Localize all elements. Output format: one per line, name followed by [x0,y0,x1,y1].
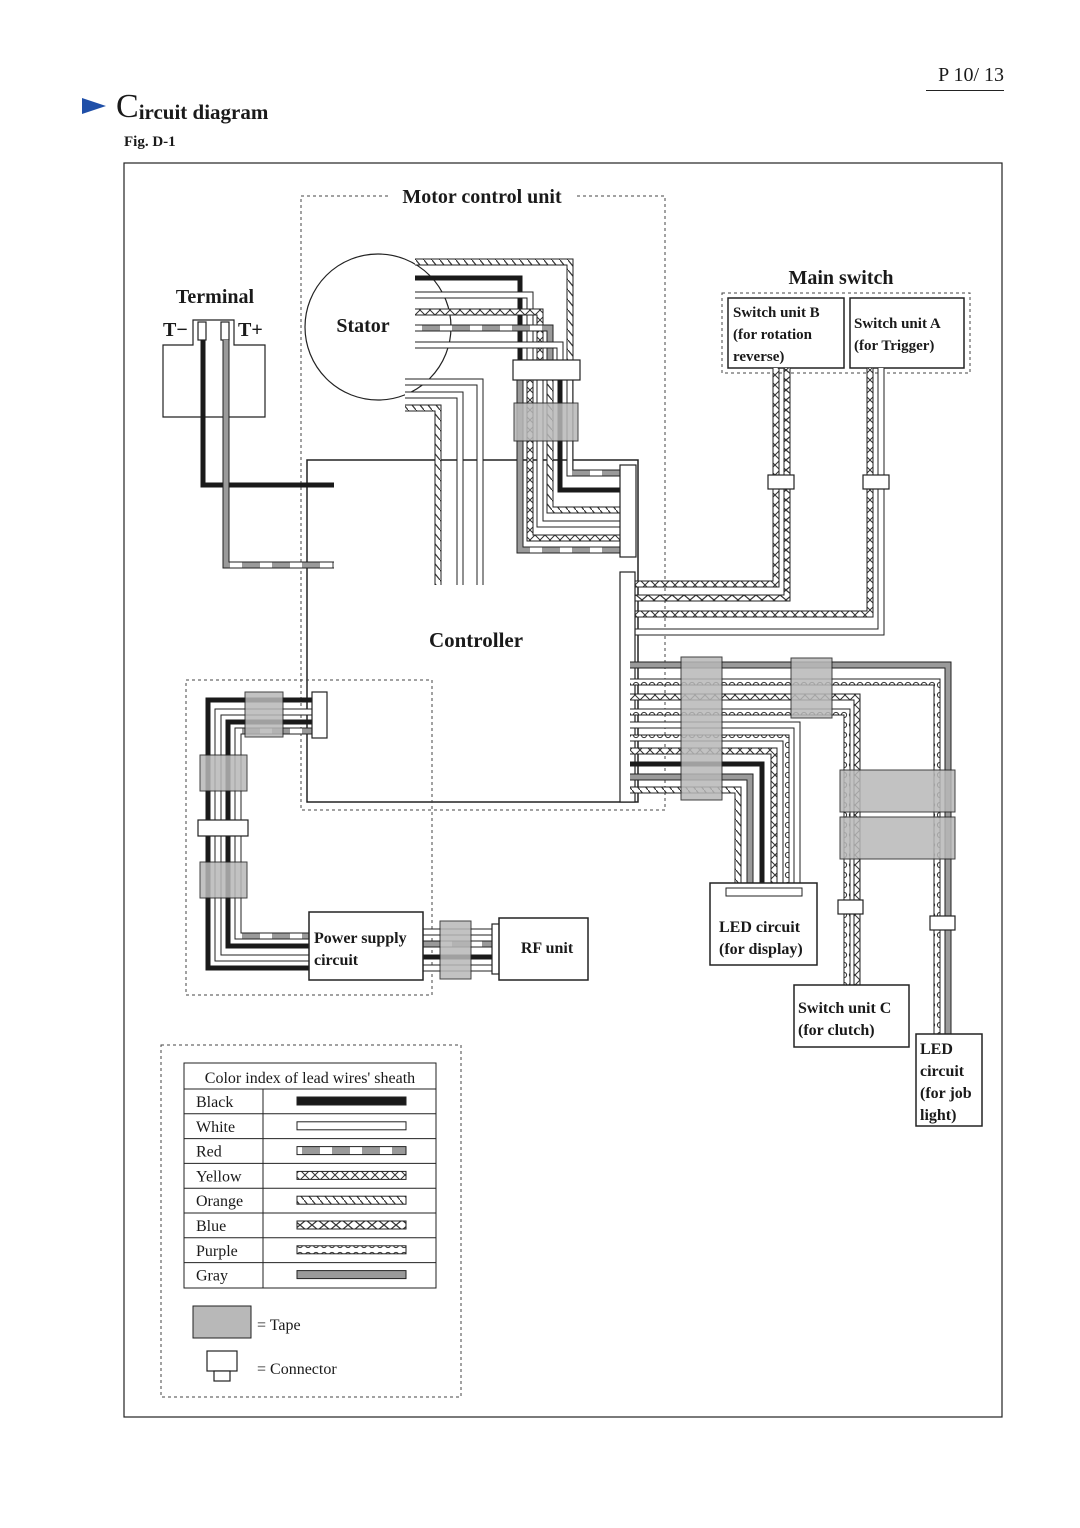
tape-legend-label: = Tape [257,1317,301,1334]
switch-wire-harness [630,368,881,632]
legend-swatch-red [297,1147,406,1155]
section-title-initial: C [116,88,139,125]
led-job-line2: circuit [920,1063,965,1080]
led-job-connector [930,916,955,930]
legend-label-red: Red [196,1143,222,1161]
motor-control-unit-label: Motor control unit [402,186,562,208]
harness-tape-4 [840,817,955,859]
controller-right-connector [620,572,635,802]
terminal-minus-label: T− [163,319,188,341]
controller-label: Controller [428,628,524,652]
controller-left-connector [312,692,327,738]
legend-label-gray: Gray [196,1267,228,1285]
legend-label-white: White [196,1118,236,1136]
legend-swatch-blue [297,1221,406,1229]
harness-tape-1 [681,657,722,800]
led-display-line2: (for display) [719,941,803,958]
stator-label: Stator [336,315,390,337]
legend-swatch-orange [297,1196,406,1204]
legend-label-black: Black [196,1094,234,1111]
tape-swatch [193,1306,251,1338]
led-job-line4: light) [920,1107,957,1124]
legend-swatch-gray [297,1271,406,1279]
switch-unit-a-line1: Switch unit A [854,316,941,332]
legend-label-yellow: Yellow [196,1168,242,1186]
switch-b-connector [768,475,794,489]
figure-label: Fig. D-1 [124,134,176,150]
section-title-text: ircuit diagram [138,100,269,124]
switch-unit-c-line1: Switch unit C [798,1000,892,1017]
main-switch-label: Main switch [788,267,894,289]
power-connector [198,820,248,836]
led-display-line1: LED circuit [719,919,801,936]
power-tape-1 [245,692,283,737]
terminal-label: Terminal [175,286,255,308]
legend-swatch-yellow [297,1171,406,1179]
switch-unit-b-line3: reverse) [733,349,785,365]
rf-tape [440,921,471,979]
legend-swatch-black [297,1097,406,1105]
page-number: P 10/ 13 [926,64,1004,91]
legend-swatch-white [297,1122,406,1130]
rf-unit-label: RF unit [520,940,574,957]
legend-label-orange: Orange [196,1193,244,1211]
harness-tape-3 [840,770,955,812]
legend-swatch-purple [297,1246,406,1254]
legend-title: Color index of lead wires' sheath [204,1070,416,1087]
power-tape-3 [200,862,247,898]
terminal-plus-label: T+ [238,319,263,341]
stator-controller-connector [620,465,636,557]
stator-tape [514,403,578,441]
switch-unit-b-line1: Switch unit B [733,305,820,321]
power-supply-line1: Power supply [314,930,407,947]
legend-label-blue: Blue [196,1218,227,1235]
legend-label-purple: Purple [196,1242,238,1260]
switch-unit-a-line2: (for Trigger) [854,338,935,354]
led-job-line1: LED [920,1041,953,1058]
led-job-line3: (for job [920,1085,972,1102]
switch-unit-b-line2: (for rotation [733,327,813,343]
harness-tape-2 [791,658,832,718]
terminal-plus-pin [221,322,229,340]
switch-a-connector [863,475,889,489]
power-tape-2 [200,755,247,791]
power-supply-line2: circuit [314,952,359,969]
stator-connector [513,360,580,380]
connector-swatch [207,1351,237,1371]
switch-c-connector [838,900,863,914]
switch-unit-c-line2: (for clutch) [798,1022,875,1039]
terminal-minus-pin [198,322,206,340]
switch-unit-a [850,298,964,368]
connector-legend-label: = Connector [257,1361,337,1378]
